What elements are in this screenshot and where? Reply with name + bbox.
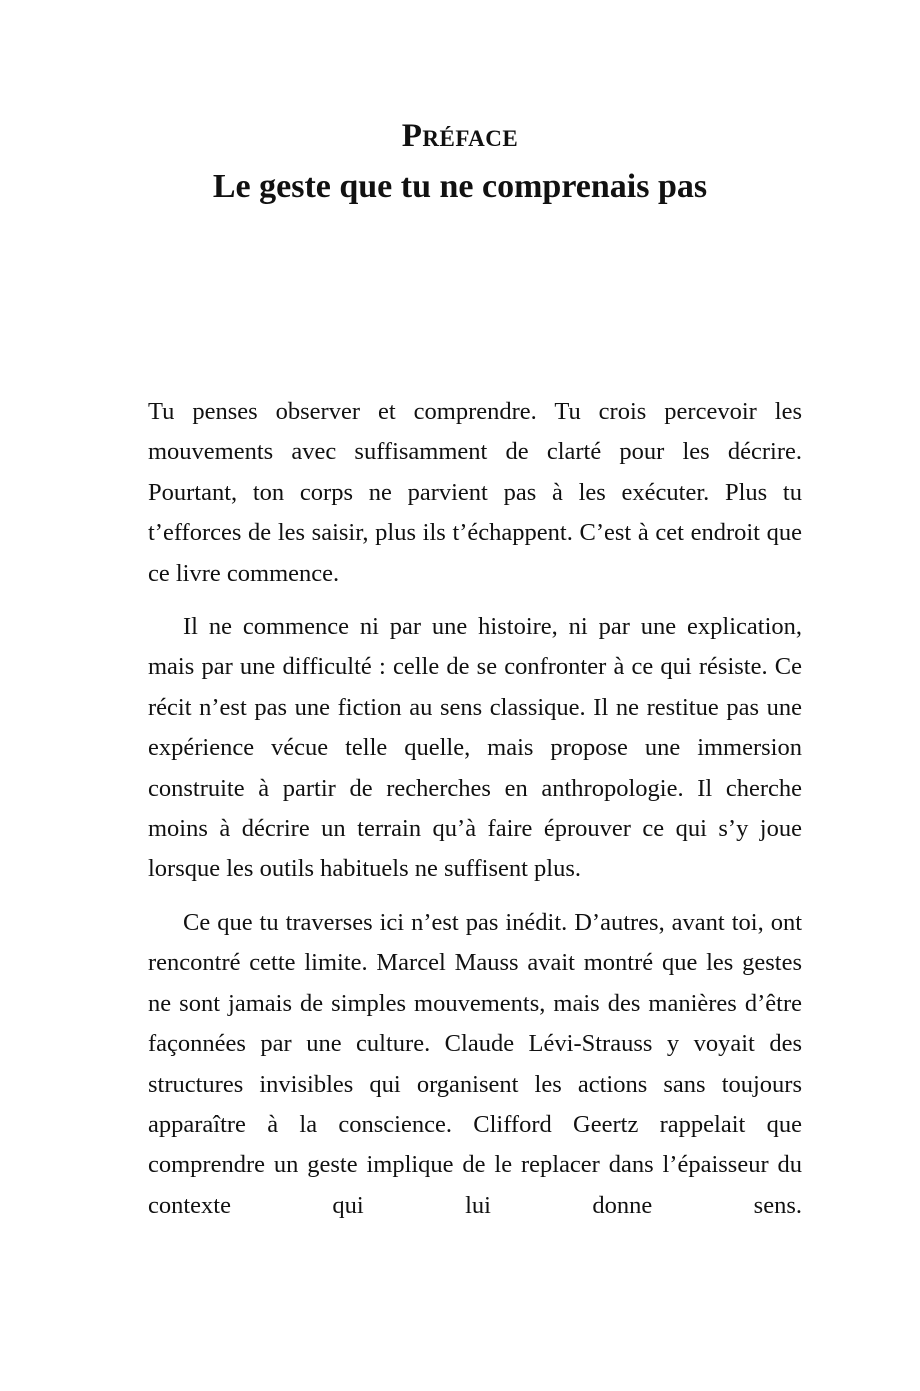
chapter-label: Préface	[401, 118, 519, 154]
body-text	[148, 392, 802, 1239]
paragraph-3: Ce que tu traverses ici n’est pas inédit. D’autres, avant toi, ont rencontré cette limite. Marcel Mauss avait montré que les gestes ne sont jamais de simples mouvements, mais des manières d’être façonnées par une culture. Claude Lévi-Strauss y voyait des structures invisibles qui organisent les actions sans toujours apparaître à la conscience. Clifford Geertz rappelait que comprendre un geste implique de le replacer dans l’épaisseur du contexte qui lui donne sens.	[148, 908, 802, 1219]
paragraph-1: Tu penses observer et comprendre. Tu crois percevoir les mouvements avec suffisamment de clarté pour les décrire. Pourtant, ton corps ne parvient pas à les exécuter. Plus tu t’efforces de les saisir, plus ils t’échappent. C’est à cet endroit que ce livre commence.	[148, 398, 802, 587]
paragraph-2: Il ne commence ni par une histoire, ni par une explication, mais par une difficulté : celle de se confronter à ce qui résiste. Ce récit n’est pas une fiction au sens classique. Il ne restitue pas une expérience vécue telle quelle, mais propose une immersion construite à partir de recherches en anthropologie. Il cherche moins à décrire un terrain qu’à faire éprouver ce qui s’y joue lorsque les outils habituels ne suffisent plus.	[148, 613, 802, 883]
chapter-title: Le geste que tu ne comprenais pas	[212, 168, 708, 205]
